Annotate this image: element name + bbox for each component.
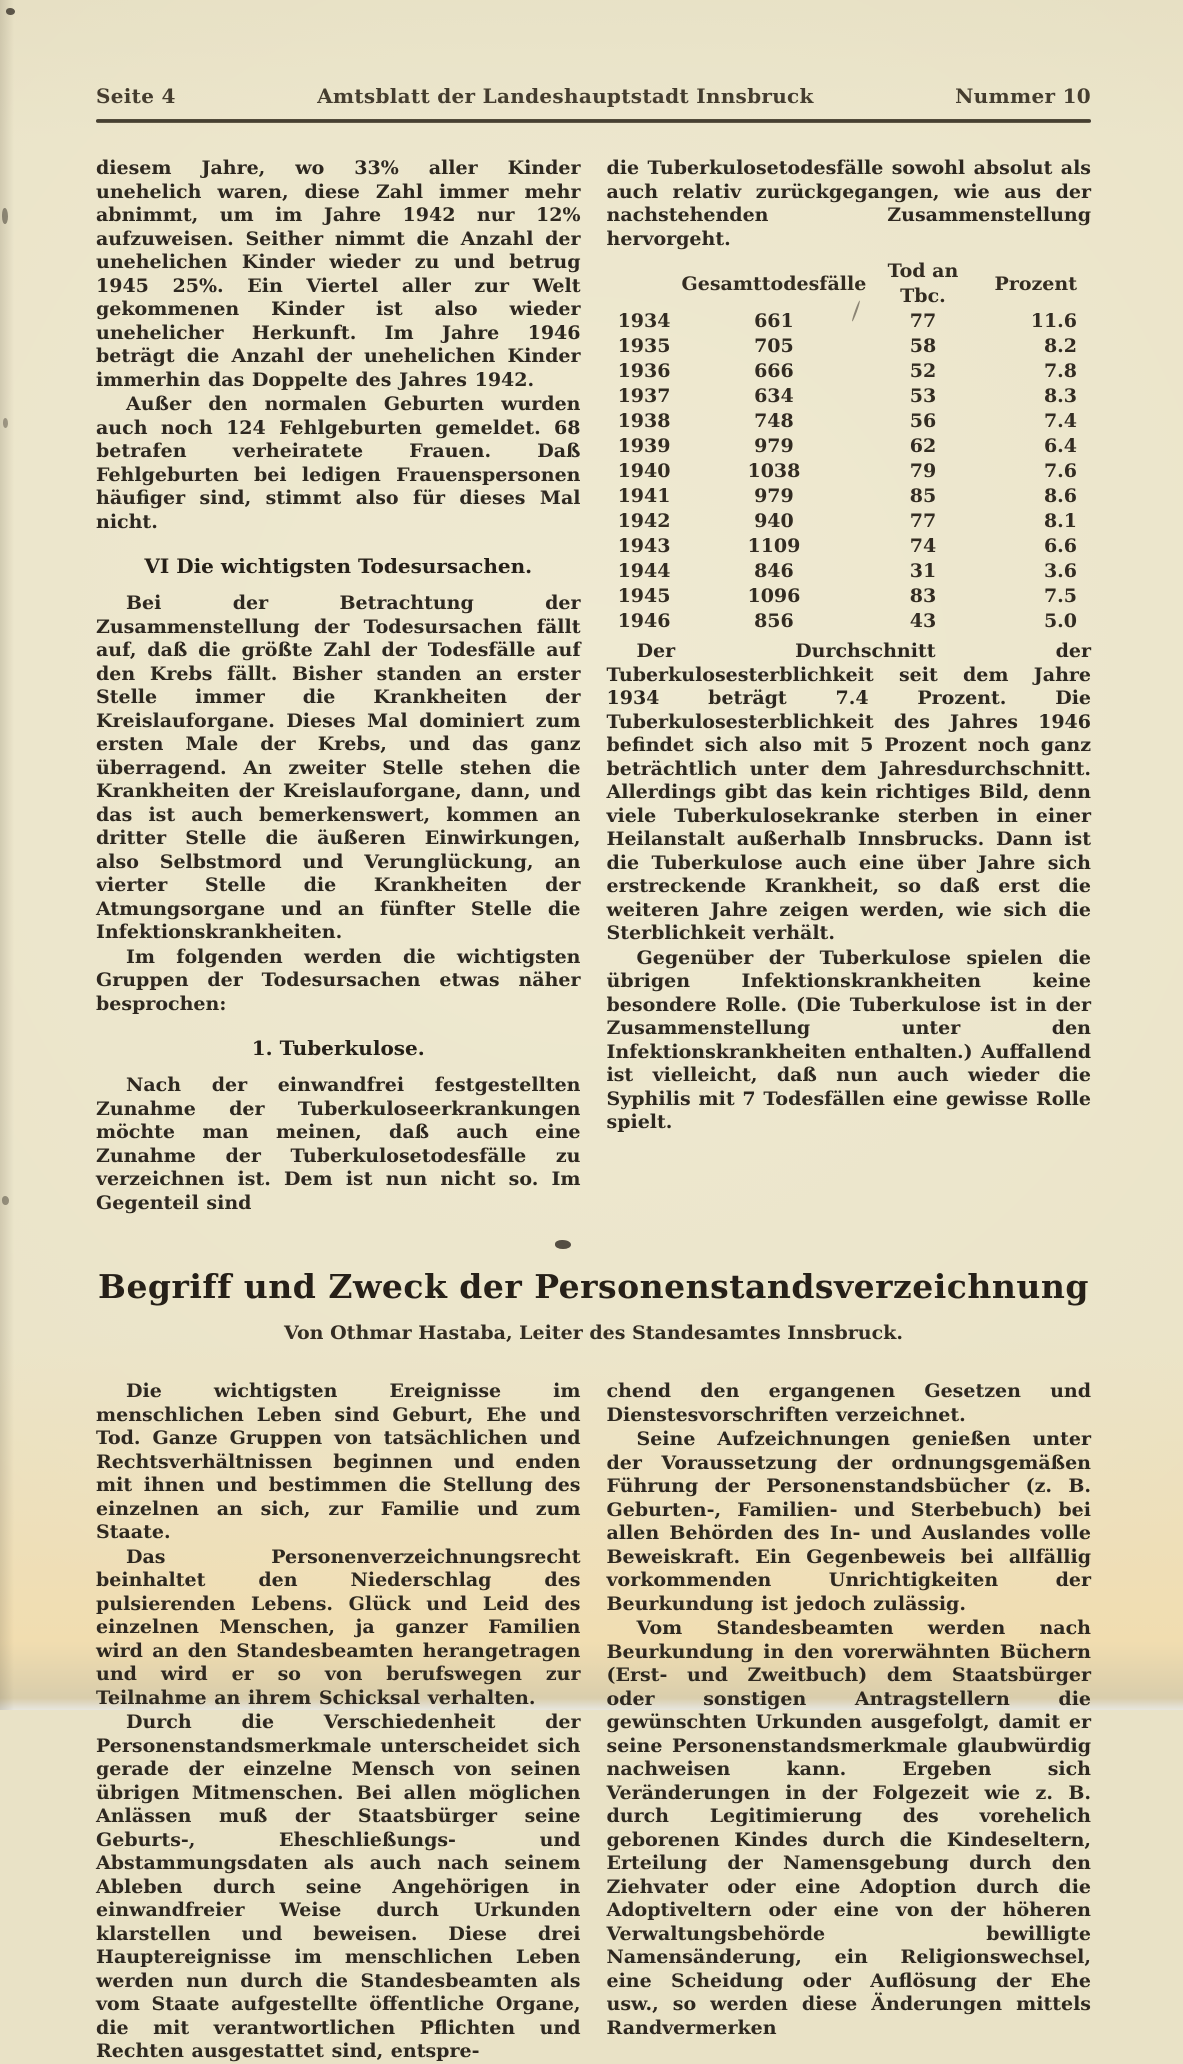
section-heading-todesursachen: VI Die wichtigsten Todesursachen. xyxy=(144,554,533,578)
tbc-mortality-table xyxy=(607,259,1092,634)
table-cell: 1945 xyxy=(617,585,671,607)
table-cell: 85 xyxy=(909,485,937,507)
table-cell: 979 xyxy=(754,485,794,507)
section-heading-tuberkulose: 1. Tuberkulose. xyxy=(251,1036,425,1060)
table-cell: 1935 xyxy=(617,335,671,357)
page-header xyxy=(96,84,1091,108)
table-row xyxy=(607,559,1092,584)
issue-number: Nummer 10 xyxy=(955,84,1091,108)
table-row xyxy=(607,584,1092,609)
table-cell: 705 xyxy=(754,335,794,357)
paragraph: Bei der Betrachtung der Zusammenstellung der Todesursachen fällt auf, daß die größte Zahl der Todesfälle auf den Krebs fällt. Bisher standen an erster Stelle immer die Krankheiten der Kreislauforgane. Dieses Mal dominiert zum ersten Male der Krebs, und das ganz überragend. An zweiter Stelle stehen die Krankheiten der Kreislauforgane, dann, und das ist auch bemerkenswert, kommen an dritter Stelle die äußeren Einwirkungen, also Selbstmord und Verunglückung, an vierter Stelle die Krankheiten der Atmungsorgane und an fünfter Stelle die Infektionskrankheiten. xyxy=(96,592,581,943)
personenstand-article xyxy=(96,1380,1091,2064)
table-cell: 940 xyxy=(754,510,794,532)
article-title-block xyxy=(96,1267,1091,1344)
table-cell: 6.6 xyxy=(1043,535,1077,557)
table-cell: 8.2 xyxy=(1043,335,1077,357)
table-row xyxy=(607,609,1092,634)
table-cell: 11.6 xyxy=(1030,310,1077,332)
paragraph: chend den ergangenen Gesetzen und Dienstesvorschriften verzeichnet. xyxy=(606,1380,1091,1426)
table-cell: 1944 xyxy=(617,560,671,582)
table-cell: 661 xyxy=(754,310,794,332)
paragraph: diesem Jahre, wo 33% aller Kinder unehelich waren, diese Zahl immer mehr abnimmt, um im Jahre 1942 nur 12% aufzuweisen. Seither nimmt die Anzahl der unehelichen Kinder wieder zu und betrug 1945 25%. Ein Viertel aller zur Welt gekommenen Kinder ist also wieder unehelicher Herkunft. Im Jahre 1946 beträgt die Anzahl der unehelichen Kinder immerhin das Doppelte des Jahres 1942. xyxy=(96,157,581,391)
table-row xyxy=(607,459,1092,484)
table-header-prozent: Prozent xyxy=(994,272,1077,295)
table-cell: 666 xyxy=(754,360,794,382)
table-cell: 56 xyxy=(909,410,937,432)
statistics-article xyxy=(96,157,1091,1215)
table-row xyxy=(607,509,1092,534)
table-cell: 1939 xyxy=(617,435,671,457)
paragraph: Der Durchschnitt der Tuberkulosesterblichkeit seit dem Jahre 1934 beträgt 7.4 Prozent. Die Tuberkulosesterblichkeit des Jahres 1946 befindet sich also mit 5 Prozent noch ganz beträchtlich unter dem Jahresdurchschnitt. Allerdings gibt das kein richtiges Bild, denn viele Tuberkulosekranke sterben in einer Heilanstalt außerhalb Innsbrucks. Dann ist die Tuberkulose auch eine über Jahre sich erstreckende Krankheit, so daß erst die weiteren Jahre zeigen werden, wie sich die Sterblichkeit verhält. xyxy=(606,640,1091,944)
table-cell: 1943 xyxy=(617,535,671,557)
paragraph: Außer den normalen Geburten wurden auch noch 124 Fehlgeburten gemeldet. 68 betrafen verheiratete Frauen. Daß Fehlgeburten bei ledigen Frauenspersonen häufiger sind, stimmt also für dieses Mal nicht. xyxy=(96,393,581,533)
table-cell: 7.8 xyxy=(1043,360,1077,382)
table-header-gesamttodesfaelle: Gesamttodesfälle xyxy=(681,272,867,295)
table-cell: 1940 xyxy=(617,460,671,482)
table-cell: 1937 xyxy=(617,385,671,407)
table-cell: 31 xyxy=(909,560,937,582)
table-cell: 748 xyxy=(754,410,794,432)
paragraph: Im folgenden werden die wichtigsten Gruppen der Todesursachen etwas näher besprochen: xyxy=(96,945,581,1015)
table-cell: 62 xyxy=(909,435,937,457)
table-row xyxy=(607,484,1092,509)
table-cell: 979 xyxy=(754,435,794,457)
table-cell: 3.6 xyxy=(1043,560,1077,582)
table-cell: 8.3 xyxy=(1043,385,1077,407)
masthead-title: Amtsblatt der Landeshauptstadt Innsbruck xyxy=(317,84,814,108)
table-header-tod-an-tbc: Tod an Tbc. xyxy=(887,260,959,307)
paragraph: Vom Standesbeamten werden nach Beurkundung in den vorerwähnten Büchern (Erst- und Zweitbuch) dem Staatsbürger oder sonstigen Antragstellern die gewünschten Urkunden ausgefolgt, damit er seine Personenstandsmerkmale glaubwürdig nachweisen kann. Ergeben sich Veränderungen in der Folgezeit wie z. B. durch Legitimierung des vorehelich geborenen Kindes durch die Kindeseltern, Erteilung der Namensgebung durch den Ziehvater oder eine Adoption durch die Adoptiveltern oder eine von der höheren Verwaltungsbehörde bewilligte Namensänderung, ein Religionswechsel, eine Scheidung oder Auflösung der Ehe usw., so werden diese Änderungen mittels Randvermerken xyxy=(606,1617,1091,2039)
table-cell: 7.4 xyxy=(1043,410,1077,432)
table-cell: 7.5 xyxy=(1043,585,1077,607)
header-rule xyxy=(96,119,1091,123)
article-title: Begriff und Zweck der Personenstandsverzeichnung xyxy=(98,1267,1089,1306)
table-cell: 1934 xyxy=(617,310,671,332)
table-cell: 83 xyxy=(909,585,937,607)
table-cell: 1941 xyxy=(617,485,671,507)
table-cell: 856 xyxy=(754,610,794,632)
table-row xyxy=(607,334,1092,359)
table-row xyxy=(607,534,1092,559)
statistics-left-column xyxy=(96,157,581,1215)
table-row xyxy=(607,409,1092,434)
table-cell: 1936 xyxy=(617,360,671,382)
personenstand-left-column xyxy=(96,1380,581,2064)
table-cell: 1038 xyxy=(747,460,801,482)
table-cell: 77 xyxy=(909,310,937,332)
table-cell: 1942 xyxy=(617,510,671,532)
table-row xyxy=(607,434,1092,459)
personenstand-right-column xyxy=(607,1380,1092,2064)
statistics-right-column xyxy=(607,157,1092,1215)
table-cell: 1096 xyxy=(747,585,801,607)
table-header-row xyxy=(607,259,1092,309)
paragraph: Gegenüber der Tuberkulose spielen die übrigen Infektionskrankheiten keine besondere Rolle. (Die Tuberkulose ist in der Zusammenstellung unter den Infektionskrankheiten enthalten.) Auffallend ist vielleicht, daß nun auch wieder die Syphilis mit 7 Todesfällen eine gewisse Rolle spielt. xyxy=(606,946,1091,1133)
paragraph: Nach der einwandfrei festgestellten Zunahme der Tuberkuloseerkrankungen möchte man meinen, daß auch eine Zunahme der Tuberkulosetodesfälle zu verzeichnen ist. Dem ist nun nicht so. Im Gegenteil sind xyxy=(96,1074,581,1214)
table-cell: 77 xyxy=(909,510,937,532)
table-row xyxy=(607,359,1092,384)
tbc-table-body xyxy=(607,309,1092,634)
table-cell: 6.4 xyxy=(1043,435,1077,457)
table-cell: 53 xyxy=(909,385,937,407)
page-number: Seite 4 xyxy=(96,84,176,108)
table-cell: 1109 xyxy=(747,535,801,557)
paragraph: Das Personenverzeichnungsrecht beinhaltet den Niederschlag des pulsierenden Lebens. Glück und Leid des einzelnen Menschen, ja ganzer Familien wird an den Standesbeamten herangetragen und wird er so von berufswegen zur Teilnahme an ihrem Schicksal verhalten. xyxy=(96,1545,581,1709)
table-row xyxy=(607,309,1092,334)
table-cell: 74 xyxy=(909,535,937,557)
article-byline: Von Othmar Hastaba, Leiter des Standesamtes Innsbruck. xyxy=(284,1322,903,1344)
table-cell: 634 xyxy=(754,385,794,407)
table-cell: 7.6 xyxy=(1043,460,1077,482)
table-header-year xyxy=(607,259,682,309)
table-cell: 8.1 xyxy=(1043,510,1077,532)
paragraph: Die wichtigsten Ereignisse im menschlichen Leben sind Geburt, Ehe und Tod. Ganze Gruppen von tatsächlichen und Rechtsverhältnissen beginnen und enden mit ihnen und bestimmen die Stellung des einzelnen an sich, zur Familie und zum Staate. xyxy=(96,1380,581,1543)
table-cell: 8.6 xyxy=(1043,485,1077,507)
paragraph: Durch die Verschiedenheit der Personenstandsmerkmale unterscheidet sich gerade der einzelne Mensch von seinen übrigen Mitmenschen. Bei allen möglichen Anlässen muß der Staatsbürger seine Geburts-, Eheschließungs- und Abstammungsdaten als auch nach seinem Ableben durch seine Angehörigen in einwandfreier Weise durch Urkunden klarstellen und beweisen. Diese drei Hauptereignisse im menschlichen Leben werden nun durch die Standesbeamten als vom Staate aufgestellte öffentliche Organe, die mit verantwortlichen Pflichten und Rechten ausgestattet sind, entspre- xyxy=(96,1711,581,2062)
table-cell: 43 xyxy=(909,610,937,632)
table-cell: 846 xyxy=(754,560,794,582)
table-cell: 1938 xyxy=(617,410,671,432)
table-cell: 52 xyxy=(909,360,937,382)
table-cell: 79 xyxy=(909,460,937,482)
table-cell: 58 xyxy=(909,335,937,357)
table-cell: 1946 xyxy=(617,610,671,632)
paragraph: die Tuberkulosetodesfälle sowohl absolut als auch relativ zurückgegangen, wie aus der nachstehenden Zusammenstellung hervorgeht. xyxy=(606,157,1091,250)
paragraph: Seine Aufzeichnungen genießen unter der Voraussetzung der ordnungsgemäßen Führung der Personenstandsbücher (z. B. Geburten-, Familien- und Sterbebuch) bei allen Behörden des In- und Auslandes volle Beweiskraft. Ein Gegenbeweis bei allfällig vorkommenden Unrichtigkeiten der Beurkundung ist jedoch zulässig. xyxy=(606,1428,1091,1615)
table-cell: 5.0 xyxy=(1043,610,1077,632)
table-row xyxy=(607,384,1092,409)
